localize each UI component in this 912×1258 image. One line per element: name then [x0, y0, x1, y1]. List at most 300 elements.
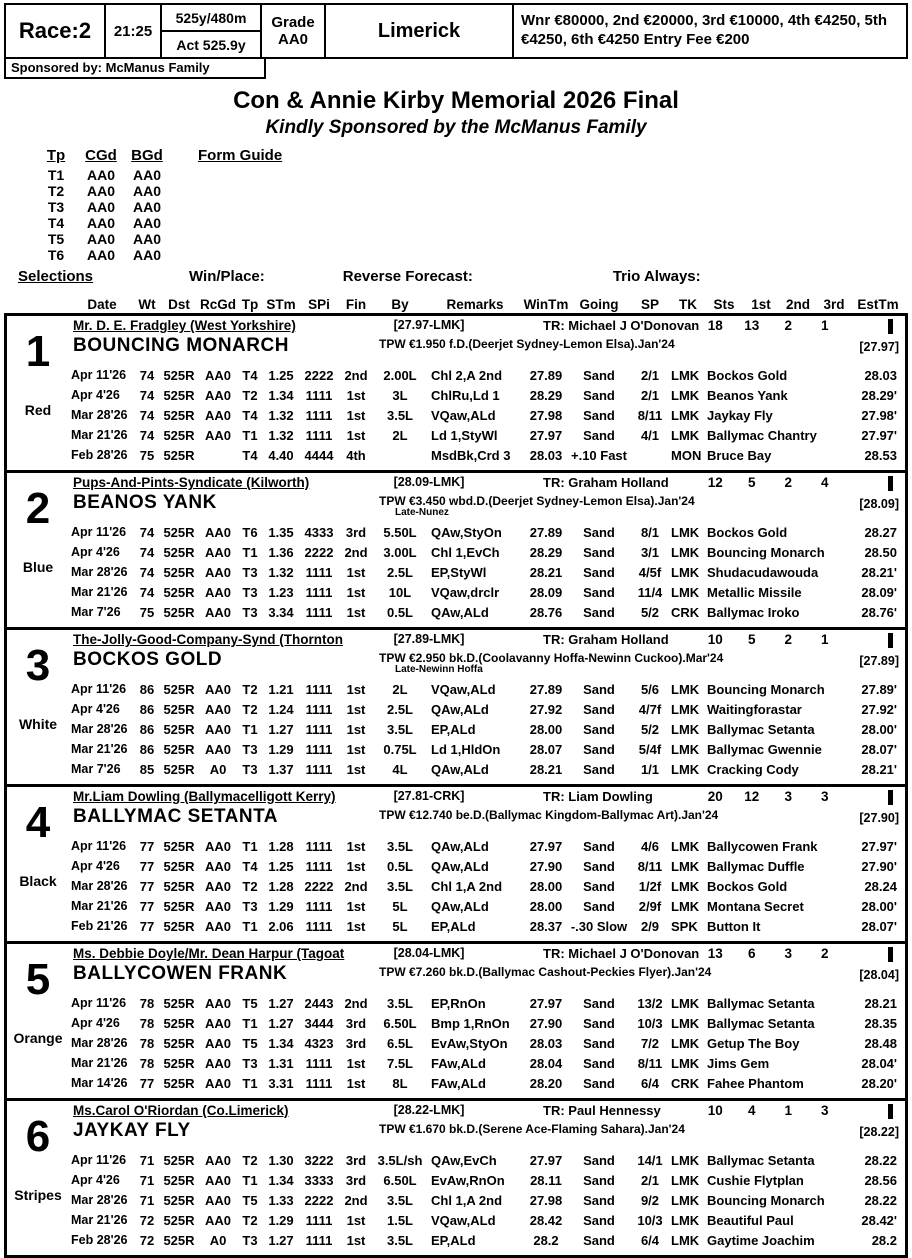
- cell-remarks: EP,ALd: [431, 918, 476, 934]
- form-row: [69, 876, 905, 896]
- cell-wt: 86: [139, 721, 155, 737]
- trap-column: [7, 787, 69, 941]
- race-time-label: 21:25: [113, 22, 153, 40]
- stat-value: 1: [784, 1103, 792, 1118]
- cell-date: Apr 11'26: [71, 839, 127, 853]
- form-row: [69, 602, 905, 622]
- fg-header-form-guide: Form Guide: [198, 147, 283, 164]
- cell-dst: 525R: [163, 584, 195, 600]
- form-row: [69, 365, 905, 385]
- trainer-line: [543, 475, 669, 490]
- form-row: [69, 1230, 905, 1250]
- form-row: [69, 699, 905, 719]
- cell-tp: T4: [242, 407, 258, 423]
- cell-by: 6.50L: [383, 1015, 417, 1031]
- trainer-line: [543, 1103, 661, 1118]
- cell-remarks: EvAw,StyOn: [431, 1035, 508, 1051]
- cell-by: 2L: [392, 681, 408, 697]
- trainer-label: TR:: [543, 1103, 565, 1118]
- cell-fin: 3rd: [345, 1035, 367, 1051]
- cell-tk: LMK: [671, 1035, 700, 1051]
- cell-esttm: 28.2: [871, 1232, 897, 1248]
- cell-fin: 1st: [346, 898, 366, 914]
- track-name: [326, 5, 514, 57]
- cell-tp: T1: [242, 1075, 258, 1091]
- col-header-fin: Fin: [345, 296, 367, 312]
- cell-by: 0.5L: [386, 858, 413, 874]
- cell-wt: 86: [139, 701, 155, 717]
- cell-by: 3.5L: [386, 1192, 413, 1208]
- cell-tp: T2: [242, 681, 258, 697]
- fg-trap-id: T6: [47, 247, 65, 263]
- cell-dst: 525R: [163, 721, 195, 737]
- cell-dst: 525R: [163, 544, 195, 560]
- cell-rcgd: AA0: [204, 995, 231, 1011]
- fg-trap-id: T4: [47, 215, 65, 231]
- cell-by: 6.50L: [383, 1172, 417, 1188]
- cell-rcgd: AA0: [204, 1152, 231, 1168]
- cell-dst: 525R: [163, 741, 195, 757]
- cell-stm: 1.31: [268, 1055, 294, 1071]
- cell-tk: LMK: [671, 544, 700, 560]
- cell-spi: 2222: [304, 1192, 334, 1208]
- cell-wintm: 27.97: [529, 427, 563, 443]
- cell-dst: 525R: [163, 604, 195, 620]
- cell-fin: 3rd: [345, 1172, 367, 1188]
- breeding-info: wbd.D.(Deerjet Sydney-Lemon Elsa).Jan'24: [445, 494, 695, 508]
- cell-going: Sand: [583, 741, 615, 757]
- cell-remarks: ChlRu,Ld 1: [431, 387, 500, 403]
- cell-fin: 1st: [346, 858, 366, 874]
- fg-current-grade: AA0: [86, 167, 115, 183]
- cell-date: Mar 28'26: [71, 1193, 128, 1207]
- cell-fin: 1st: [346, 1075, 366, 1091]
- cell-esttm: 28.00': [861, 898, 897, 914]
- cell-spi: 1111: [305, 387, 333, 403]
- cell-wintm: 27.89: [529, 524, 563, 540]
- cell-tp: T3: [242, 741, 258, 757]
- form-guide-row: [34, 215, 908, 231]
- cell-winner: Bockos Gold: [707, 524, 788, 540]
- cell-rcgd: AA0: [204, 838, 231, 854]
- cell-wt: 77: [139, 838, 155, 854]
- cell-fin: 1st: [346, 741, 366, 757]
- cell-wintm: 28.00: [529, 721, 563, 737]
- cell-fin: 1st: [346, 584, 366, 600]
- form-guide-row: [34, 199, 908, 215]
- cell-remarks: QAw,ALd: [431, 604, 489, 620]
- trainer-label: TR:: [543, 789, 565, 804]
- trap-number: 2: [25, 484, 51, 533]
- total-prize-won: TPW €1.670: [379, 1122, 446, 1136]
- cell-stm: 1.24: [268, 701, 294, 717]
- cell-date: Apr 11'26: [71, 1153, 127, 1167]
- form-bar-icon: [888, 476, 893, 491]
- cell-fin: 1st: [346, 918, 366, 934]
- cell-winner: Getup The Boy: [707, 1035, 800, 1051]
- cell-going: Sand: [583, 838, 615, 854]
- cell-going: Sand: [583, 1172, 615, 1188]
- trio-label: Trio Always:: [612, 268, 701, 285]
- cell-dst: 525R: [163, 1172, 195, 1188]
- cell-going: Sand: [583, 1055, 615, 1071]
- cell-spi: 3444: [304, 1015, 334, 1031]
- total-prize-won: TPW €12.740: [379, 808, 453, 822]
- trap-color: Blue: [22, 559, 54, 575]
- form-row: [69, 522, 905, 542]
- cell-date: Mar 28'26: [71, 565, 128, 579]
- trap-color: White: [18, 716, 58, 732]
- runner-block: [4, 941, 908, 1101]
- cell-stm: 1.37: [268, 761, 294, 777]
- cell-fin: 3rd: [345, 1152, 367, 1168]
- cell-winner: Beanos Yank: [707, 387, 788, 403]
- career-stats: [697, 789, 843, 804]
- col-header-2nd: 2nd: [785, 296, 810, 312]
- cell-wintm: 28.03: [529, 447, 563, 463]
- cell-dst: 525R: [163, 407, 195, 423]
- cell-esttm: 28.07': [861, 741, 897, 757]
- cell-winner: Bockos Gold: [707, 878, 788, 894]
- cell-winner: Ballymac Chantry: [707, 427, 817, 443]
- trainer-line: [543, 789, 653, 804]
- cell-rcgd: AA0: [204, 1172, 231, 1188]
- stat-value: 10: [707, 1103, 723, 1118]
- cell-date: Feb 28'26: [71, 1233, 128, 1247]
- estimated-time: [27.90]: [859, 811, 899, 825]
- cell-sp: 3/1: [640, 544, 660, 560]
- cell-wt: 74: [139, 427, 155, 443]
- fg-trap-id: T3: [47, 199, 65, 215]
- cell-dst: 525R: [163, 1232, 195, 1248]
- cell-stm: 1.34: [268, 1035, 294, 1051]
- cell-by: 3.5L: [386, 1232, 413, 1248]
- form-row: [69, 916, 905, 936]
- cell-spi: 1111: [305, 1055, 333, 1071]
- cell-sp: 5/2: [640, 721, 660, 737]
- cell-by: 4L: [392, 761, 408, 777]
- cell-date: Mar 28'26: [71, 1036, 128, 1050]
- cell-by: 6.5L: [386, 1035, 413, 1051]
- cell-spi: 2222: [304, 367, 334, 383]
- best-time: [27.89-LMK]: [393, 632, 465, 646]
- dog-name: BOUNCING MONARCH: [73, 335, 289, 356]
- cell-sp: 11/4: [637, 584, 663, 600]
- cell-remarks: EP,RnOn: [431, 995, 486, 1011]
- cell-rcgd: AA0: [204, 387, 231, 403]
- trap-column: [7, 944, 69, 1098]
- form-row: [69, 856, 905, 876]
- cell-date: Mar 21'26: [71, 1213, 128, 1227]
- col-header-going: Going: [579, 296, 619, 312]
- form-rows: [69, 679, 905, 779]
- form-row: [69, 993, 905, 1013]
- cell-wintm: 27.89: [529, 681, 563, 697]
- sponsor-text: Sponsored by: McManus Family: [11, 60, 210, 75]
- cell-spi: 4333: [304, 524, 334, 540]
- stat-value: 2: [784, 475, 792, 490]
- selections-row: [18, 268, 908, 288]
- cell-wintm: 27.90: [529, 858, 563, 874]
- cell-rcgd: AA0: [204, 1035, 231, 1051]
- cell-esttm: 27.90': [861, 858, 897, 874]
- cell-esttm: 28.21': [861, 564, 897, 580]
- trap-color: Red: [24, 402, 52, 418]
- stat-value: 12: [744, 789, 760, 804]
- cell-date: Apr 4'26: [71, 545, 120, 559]
- cell-tp: T5: [242, 1035, 258, 1051]
- cell-tp: T1: [242, 1015, 258, 1031]
- stat-value: 20: [707, 789, 723, 804]
- cell-rcgd: AA0: [204, 741, 231, 757]
- fg-current-grade: AA0: [86, 199, 115, 215]
- win-place-label: Win/Place:: [189, 268, 265, 285]
- cell-fin: 1st: [346, 604, 366, 620]
- cell-stm: 1.25: [268, 858, 294, 874]
- cell-esttm: 28.29': [861, 387, 897, 403]
- form-row: [69, 542, 905, 562]
- trap-column: [7, 473, 69, 627]
- cell-remarks: EP,StyWl: [431, 564, 487, 580]
- cell-tk: CRK: [671, 604, 700, 620]
- cell-remarks: Ld 1,HldOn: [431, 741, 501, 757]
- cell-spi: 1111: [305, 918, 333, 934]
- cell-date: Mar 28'26: [71, 879, 128, 893]
- stat-value: 10: [707, 632, 723, 647]
- cell-dst: 525R: [163, 878, 195, 894]
- cell-sp: 8/11: [637, 407, 663, 423]
- runner-content: [69, 316, 905, 470]
- cell-wintm: 28.00: [529, 878, 563, 894]
- cell-remarks: QAw,ALd: [431, 701, 489, 717]
- trainer-name: Graham Holland: [564, 632, 669, 647]
- cell-fin: 2nd: [344, 544, 368, 560]
- form-row: [69, 1210, 905, 1230]
- fg-best-grade: AA0: [132, 231, 161, 247]
- trainer-label: TR:: [543, 475, 565, 490]
- trap-column: [7, 630, 69, 784]
- cell-wt: 74: [139, 584, 155, 600]
- cell-wt: 72: [139, 1232, 155, 1248]
- cell-by: 3.5L: [386, 878, 413, 894]
- cell-esttm: 28.76': [861, 604, 897, 620]
- cell-remarks: Chl 1,EvCh: [431, 544, 500, 560]
- cell-going: Sand: [583, 995, 615, 1011]
- cell-stm: 1.29: [268, 1212, 294, 1228]
- cell-sp: 2/1: [640, 367, 660, 383]
- cell-sp: 5/2: [640, 604, 660, 620]
- cell-date: Apr 11'26: [71, 525, 127, 539]
- col-header-date: Date: [87, 296, 117, 312]
- best-time: [28.22-LMK]: [393, 1103, 465, 1117]
- cell-remarks: Chl 1,A 2nd: [431, 1192, 503, 1208]
- runner-block: [4, 313, 908, 473]
- cell-sp: 5/4f: [638, 741, 662, 757]
- cell-remarks: QAw,ALd: [431, 838, 489, 854]
- cell-going: Sand: [583, 564, 615, 580]
- cell-fin: 1st: [346, 1055, 366, 1071]
- cell-remarks: MsdBk,Crd 3: [431, 447, 511, 463]
- cell-wintm: 27.97: [529, 838, 563, 854]
- cell-fin: 1st: [346, 761, 366, 777]
- cell-dst: 525R: [163, 858, 195, 874]
- cell-esttm: 28.48: [864, 1035, 897, 1051]
- cell-by: 3.5L: [386, 407, 413, 423]
- trap-color: Black: [19, 873, 57, 889]
- cell-date: Mar 21'26: [71, 1056, 128, 1070]
- cell-tp: T3: [242, 1232, 258, 1248]
- fg-best-grade: AA0: [132, 183, 161, 199]
- cell-remarks: VQaw,ALd: [431, 1212, 496, 1228]
- cell-wt: 78: [139, 1055, 155, 1071]
- cell-tp: T2: [242, 1212, 258, 1228]
- cell-fin: 2nd: [344, 878, 368, 894]
- owner-name: Mr.Liam Dowling (Ballymacelligott Kerry): [73, 789, 336, 804]
- trap-number: 3: [25, 641, 51, 690]
- form-bar-icon: [888, 790, 893, 805]
- cell-dst: 525R: [163, 427, 195, 443]
- cell-esttm: 27.89': [861, 681, 897, 697]
- col-header-rcgd: RcGd: [199, 296, 236, 312]
- cell-stm: 1.32: [268, 407, 294, 423]
- cell-dst: 525R: [163, 1075, 195, 1091]
- cell-wintm: 27.98: [529, 407, 563, 423]
- cell-dst: 525R: [163, 681, 195, 697]
- form-row: [69, 405, 905, 425]
- cell-remarks: QAw,ALd: [431, 858, 489, 874]
- cell-winner: Ballymac Iroko: [707, 604, 800, 620]
- trap-color: Orange: [13, 1030, 63, 1046]
- cell-remarks: EP,ALd: [431, 721, 476, 737]
- fg-trap-id: T5: [47, 231, 65, 247]
- cell-winner: Waitingforastar: [707, 701, 802, 717]
- selections-label: Selections: [18, 268, 94, 285]
- form-guide-row: [34, 183, 908, 199]
- cell-sp: 10/3: [637, 1015, 663, 1031]
- cell-spi: 1111: [305, 1212, 333, 1228]
- form-row: [69, 739, 905, 759]
- cell-stm: 1.27: [268, 1015, 294, 1031]
- cell-dst: 525R: [163, 838, 195, 854]
- trainer-line: [543, 946, 699, 961]
- cell-tk: LMK: [671, 1192, 700, 1208]
- form-bar-icon: [888, 319, 893, 334]
- cell-spi: 1111: [305, 761, 333, 777]
- cell-dst: 525R: [163, 1035, 195, 1051]
- cell-date: Apr 4'26: [71, 388, 120, 402]
- trainer-name: Paul Hennessy: [564, 1103, 661, 1118]
- runner-content: [69, 944, 905, 1098]
- cell-fin: 1st: [346, 701, 366, 717]
- trap-column: [7, 316, 69, 470]
- stat-value: 3: [820, 789, 829, 804]
- cell-by: 10L: [388, 584, 412, 600]
- cell-stm: 1.36: [268, 544, 294, 560]
- cell-dst: 525R: [163, 898, 195, 914]
- cell-wintm: 28.07: [529, 741, 563, 757]
- cell-tp: T1: [242, 838, 258, 854]
- cell-date: Apr 11'26: [71, 368, 127, 382]
- cell-wt: 71: [139, 1192, 155, 1208]
- cell-spi: 1111: [305, 1232, 333, 1248]
- cell-winner: Jims Gem: [707, 1055, 770, 1071]
- cell-by: 5L: [392, 898, 408, 914]
- trap-color: Stripes: [14, 1187, 62, 1203]
- runner-content: [69, 1101, 905, 1255]
- cell-stm: 1.27: [268, 1232, 294, 1248]
- grade-value: AA0: [277, 31, 308, 48]
- cell-stm: 1.32: [268, 427, 294, 443]
- cell-going: Sand: [583, 858, 615, 874]
- stat-value: 3: [784, 789, 792, 804]
- cell-wintm: 28.2: [533, 1232, 559, 1248]
- cell-by: 2L: [392, 427, 408, 443]
- trap-number: 5: [25, 955, 51, 1004]
- cell-wt: 77: [139, 898, 155, 914]
- cell-sp: 1/1: [640, 761, 660, 777]
- cell-winner: Gaytime Joachim: [707, 1232, 815, 1248]
- fg-best-grade: AA0: [132, 247, 161, 263]
- cell-fin: 2nd: [344, 367, 368, 383]
- col-header-sp: SP: [640, 296, 659, 312]
- cell-wintm: 27.92: [529, 701, 563, 717]
- cell-spi: 1111: [305, 604, 333, 620]
- track-name-label: Limerick: [377, 19, 461, 42]
- cell-wt: 71: [139, 1172, 155, 1188]
- cell-sp: 5/6: [640, 681, 660, 697]
- cell-going: Sand: [583, 1075, 615, 1091]
- cell-dst: 525R: [163, 701, 195, 717]
- col-header-esttm: EstTm: [857, 296, 899, 312]
- cell-fin: 1st: [346, 1212, 366, 1228]
- best-time: [27.81-CRK]: [393, 789, 465, 803]
- cell-going: Sand: [583, 701, 615, 717]
- cell-spi: 1111: [305, 1075, 333, 1091]
- cell-tk: LMK: [671, 838, 700, 854]
- cell-fin: 1st: [346, 681, 366, 697]
- trainer-name: Michael J O'Donovan: [564, 946, 700, 961]
- cell-winner: Bockos Gold: [707, 367, 788, 383]
- cell-tk: LMK: [671, 1212, 700, 1228]
- cell-date: Apr 4'26: [71, 1016, 120, 1030]
- race-number: [6, 5, 106, 57]
- cell-wt: 77: [139, 878, 155, 894]
- cell-wt: 74: [139, 544, 155, 560]
- cell-tk: LMK: [671, 367, 700, 383]
- cell-sp: 4/7f: [638, 701, 662, 717]
- form-row: [69, 1150, 905, 1170]
- cell-wt: 77: [139, 918, 155, 934]
- owner-name: Mr. D. E. Fradgley (West Yorkshire): [73, 318, 296, 333]
- cell-esttm: 28.50: [864, 544, 897, 560]
- cell-esttm: 28.22: [864, 1152, 897, 1168]
- cell-tp: T3: [242, 1055, 258, 1071]
- form-row: [69, 1073, 905, 1093]
- fg-current-grade: AA0: [86, 183, 115, 199]
- cell-fin: 1st: [346, 387, 366, 403]
- cell-going: Sand: [583, 407, 615, 423]
- cell-rcgd: AA0: [204, 858, 231, 874]
- cell-rcgd: AA0: [204, 1212, 231, 1228]
- cell-winner: Ballycowen Frank: [707, 838, 818, 854]
- cell-spi: 4323: [304, 1035, 334, 1051]
- cell-rcgd: AA0: [204, 1075, 231, 1091]
- cell-wintm: 28.37: [529, 918, 563, 934]
- cell-dst: 525R: [163, 367, 195, 383]
- cell-sp: 4/6: [640, 838, 660, 854]
- cell-date: Mar 21'26: [71, 428, 128, 442]
- form-guide-row: [34, 247, 908, 263]
